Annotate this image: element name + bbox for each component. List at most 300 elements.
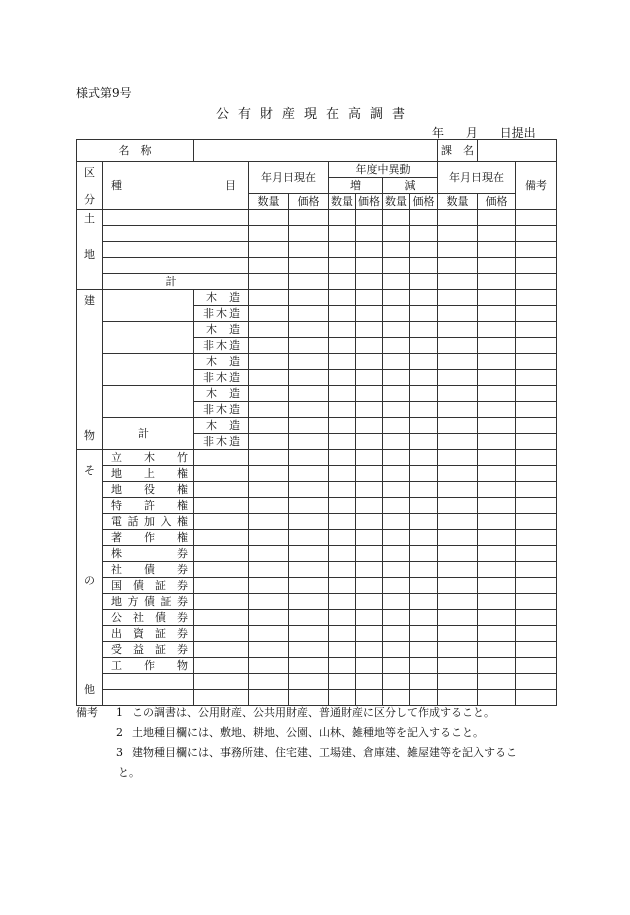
data-cell[interactable] xyxy=(356,514,383,530)
data-cell[interactable] xyxy=(383,482,410,498)
data-cell[interactable] xyxy=(383,306,410,322)
data-cell[interactable] xyxy=(383,322,410,338)
data-cell[interactable] xyxy=(356,610,383,626)
data-cell[interactable] xyxy=(329,626,356,642)
data-cell[interactable] xyxy=(478,514,516,530)
data-cell[interactable] xyxy=(383,530,410,546)
data-cell[interactable] xyxy=(478,626,516,642)
data-cell[interactable] xyxy=(516,274,557,290)
data-cell[interactable] xyxy=(289,450,329,466)
data-cell[interactable] xyxy=(438,274,478,290)
data-cell[interactable] xyxy=(289,354,329,370)
data-cell[interactable] xyxy=(383,370,410,386)
data-cell[interactable] xyxy=(329,514,356,530)
data-cell[interactable] xyxy=(516,370,557,386)
data-cell[interactable] xyxy=(438,418,478,434)
other-item-detail[interactable] xyxy=(194,546,249,562)
data-cell[interactable] xyxy=(478,306,516,322)
data-cell[interactable] xyxy=(478,338,516,354)
data-cell[interactable] xyxy=(438,450,478,466)
data-cell[interactable] xyxy=(410,674,438,690)
data-cell[interactable] xyxy=(410,258,438,274)
data-cell[interactable] xyxy=(516,418,557,434)
land-kind-cell[interactable] xyxy=(103,210,249,226)
data-cell[interactable] xyxy=(249,450,289,466)
data-cell[interactable] xyxy=(516,210,557,226)
data-cell[interactable] xyxy=(438,322,478,338)
data-cell[interactable] xyxy=(289,306,329,322)
data-cell[interactable] xyxy=(249,306,289,322)
data-cell[interactable] xyxy=(249,258,289,274)
data-cell[interactable] xyxy=(249,610,289,626)
data-cell[interactable] xyxy=(438,578,478,594)
data-cell[interactable] xyxy=(516,226,557,242)
data-cell[interactable] xyxy=(438,642,478,658)
data-cell[interactable] xyxy=(356,674,383,690)
data-cell[interactable] xyxy=(289,642,329,658)
data-cell[interactable] xyxy=(410,578,438,594)
data-cell[interactable] xyxy=(329,466,356,482)
data-cell[interactable] xyxy=(438,530,478,546)
data-cell[interactable] xyxy=(438,498,478,514)
data-cell[interactable] xyxy=(356,354,383,370)
data-cell[interactable] xyxy=(249,370,289,386)
data-cell[interactable] xyxy=(329,562,356,578)
data-cell[interactable] xyxy=(516,290,557,306)
data-cell[interactable] xyxy=(356,562,383,578)
data-cell[interactable] xyxy=(478,498,516,514)
data-cell[interactable] xyxy=(516,466,557,482)
data-cell[interactable] xyxy=(438,546,478,562)
data-cell[interactable] xyxy=(289,274,329,290)
data-cell[interactable] xyxy=(438,658,478,674)
data-cell[interactable] xyxy=(356,322,383,338)
data-cell[interactable] xyxy=(478,610,516,626)
data-cell[interactable] xyxy=(329,658,356,674)
data-cell[interactable] xyxy=(410,434,438,450)
data-cell[interactable] xyxy=(410,658,438,674)
data-cell[interactable] xyxy=(478,578,516,594)
data-cell[interactable] xyxy=(289,434,329,450)
data-cell[interactable] xyxy=(249,418,289,434)
data-cell[interactable] xyxy=(516,546,557,562)
data-cell[interactable] xyxy=(410,466,438,482)
data-cell[interactable] xyxy=(438,562,478,578)
data-cell[interactable] xyxy=(249,514,289,530)
data-cell[interactable] xyxy=(516,322,557,338)
other-item-detail[interactable] xyxy=(194,514,249,530)
data-cell[interactable] xyxy=(516,258,557,274)
data-cell[interactable] xyxy=(329,354,356,370)
data-cell[interactable] xyxy=(516,530,557,546)
data-cell[interactable] xyxy=(410,338,438,354)
data-cell[interactable] xyxy=(329,226,356,242)
data-cell[interactable] xyxy=(438,514,478,530)
data-cell[interactable] xyxy=(516,674,557,690)
building-kind-cell[interactable] xyxy=(103,322,194,354)
data-cell[interactable] xyxy=(249,210,289,226)
data-cell[interactable] xyxy=(356,626,383,642)
data-cell[interactable] xyxy=(410,594,438,610)
data-cell[interactable] xyxy=(478,226,516,242)
data-cell[interactable] xyxy=(356,450,383,466)
data-cell[interactable] xyxy=(516,594,557,610)
data-cell[interactable] xyxy=(410,626,438,642)
data-cell[interactable] xyxy=(289,610,329,626)
data-cell[interactable] xyxy=(516,498,557,514)
data-cell[interactable] xyxy=(289,210,329,226)
data-cell[interactable] xyxy=(478,370,516,386)
data-cell[interactable] xyxy=(249,594,289,610)
data-cell[interactable] xyxy=(438,338,478,354)
data-cell[interactable] xyxy=(516,242,557,258)
data-cell[interactable] xyxy=(410,562,438,578)
data-cell[interactable] xyxy=(410,530,438,546)
data-cell[interactable] xyxy=(329,418,356,434)
data-cell[interactable] xyxy=(383,258,410,274)
other-item-detail[interactable] xyxy=(194,594,249,610)
data-cell[interactable] xyxy=(478,418,516,434)
data-cell[interactable] xyxy=(383,210,410,226)
data-cell[interactable] xyxy=(478,354,516,370)
data-cell[interactable] xyxy=(383,226,410,242)
data-cell[interactable] xyxy=(478,258,516,274)
data-cell[interactable] xyxy=(516,338,557,354)
data-cell[interactable] xyxy=(289,386,329,402)
data-cell[interactable] xyxy=(356,338,383,354)
data-cell[interactable] xyxy=(289,290,329,306)
data-cell[interactable] xyxy=(249,242,289,258)
data-cell[interactable] xyxy=(383,450,410,466)
data-cell[interactable] xyxy=(289,530,329,546)
data-cell[interactable] xyxy=(329,610,356,626)
data-cell[interactable] xyxy=(478,322,516,338)
data-cell[interactable] xyxy=(329,594,356,610)
data-cell[interactable] xyxy=(478,386,516,402)
data-cell[interactable] xyxy=(383,466,410,482)
data-cell[interactable] xyxy=(329,546,356,562)
data-cell[interactable] xyxy=(410,418,438,434)
data-cell[interactable] xyxy=(438,674,478,690)
data-cell[interactable] xyxy=(410,402,438,418)
data-cell[interactable] xyxy=(438,210,478,226)
data-cell[interactable] xyxy=(289,658,329,674)
data-cell[interactable] xyxy=(356,210,383,226)
data-cell[interactable] xyxy=(249,322,289,338)
data-cell[interactable] xyxy=(516,610,557,626)
data-cell[interactable] xyxy=(438,610,478,626)
data-cell[interactable] xyxy=(410,290,438,306)
data-cell[interactable] xyxy=(356,434,383,450)
data-cell[interactable] xyxy=(329,642,356,658)
data-cell[interactable] xyxy=(356,466,383,482)
data-cell[interactable] xyxy=(356,386,383,402)
data-cell[interactable] xyxy=(289,562,329,578)
data-cell[interactable] xyxy=(249,642,289,658)
data-cell[interactable] xyxy=(249,290,289,306)
data-cell[interactable] xyxy=(289,418,329,434)
data-cell[interactable] xyxy=(438,594,478,610)
data-cell[interactable] xyxy=(383,642,410,658)
other-item-detail[interactable] xyxy=(194,674,249,690)
other-item-detail[interactable] xyxy=(194,626,249,642)
data-cell[interactable] xyxy=(356,578,383,594)
data-cell[interactable] xyxy=(289,370,329,386)
data-cell[interactable] xyxy=(356,418,383,434)
data-cell[interactable] xyxy=(249,578,289,594)
land-kind-cell[interactable] xyxy=(103,226,249,242)
data-cell[interactable] xyxy=(383,242,410,258)
data-cell[interactable] xyxy=(249,402,289,418)
data-cell[interactable] xyxy=(410,370,438,386)
data-cell[interactable] xyxy=(329,210,356,226)
data-cell[interactable] xyxy=(438,434,478,450)
data-cell[interactable] xyxy=(356,226,383,242)
data-cell[interactable] xyxy=(383,290,410,306)
data-cell[interactable] xyxy=(249,274,289,290)
data-cell[interactable] xyxy=(249,466,289,482)
land-kind-cell[interactable] xyxy=(103,258,249,274)
data-cell[interactable] xyxy=(383,402,410,418)
other-item-label[interactable] xyxy=(103,674,194,690)
data-cell[interactable] xyxy=(438,306,478,322)
increase-header: 増 xyxy=(329,178,383,194)
data-cell[interactable] xyxy=(329,290,356,306)
data-cell[interactable] xyxy=(249,530,289,546)
data-cell[interactable] xyxy=(410,642,438,658)
data-cell[interactable] xyxy=(289,226,329,242)
data-cell[interactable] xyxy=(356,642,383,658)
data-cell[interactable] xyxy=(383,514,410,530)
data-cell[interactable] xyxy=(478,290,516,306)
data-cell[interactable] xyxy=(329,434,356,450)
data-cell[interactable] xyxy=(383,434,410,450)
data-cell[interactable] xyxy=(289,466,329,482)
building-kind-cell[interactable] xyxy=(103,354,194,386)
data-cell[interactable] xyxy=(383,594,410,610)
data-cell[interactable] xyxy=(478,546,516,562)
other-item-detail[interactable] xyxy=(194,498,249,514)
data-cell[interactable] xyxy=(289,674,329,690)
data-cell[interactable] xyxy=(410,450,438,466)
data-cell[interactable] xyxy=(410,274,438,290)
data-cell[interactable] xyxy=(329,482,356,498)
data-cell[interactable] xyxy=(329,242,356,258)
data-cell[interactable] xyxy=(383,658,410,674)
data-cell[interactable] xyxy=(478,642,516,658)
building-kind-cell[interactable] xyxy=(103,290,194,322)
data-cell[interactable] xyxy=(410,482,438,498)
data-cell[interactable] xyxy=(249,562,289,578)
data-cell[interactable] xyxy=(438,466,478,482)
data-cell[interactable] xyxy=(478,594,516,610)
data-cell[interactable] xyxy=(289,578,329,594)
other-item-label: 著 作 権 xyxy=(103,530,194,546)
data-cell[interactable] xyxy=(383,626,410,642)
data-cell[interactable] xyxy=(410,322,438,338)
data-cell[interactable] xyxy=(410,610,438,626)
data-cell[interactable] xyxy=(478,482,516,498)
data-cell[interactable] xyxy=(356,242,383,258)
data-cell[interactable] xyxy=(516,482,557,498)
other-item-detail[interactable] xyxy=(194,658,249,674)
other-item-detail[interactable] xyxy=(194,562,249,578)
data-cell[interactable] xyxy=(356,658,383,674)
data-cell[interactable] xyxy=(410,498,438,514)
data-cell[interactable] xyxy=(249,546,289,562)
data-cell[interactable] xyxy=(410,306,438,322)
data-cell[interactable] xyxy=(289,626,329,642)
data-cell[interactable] xyxy=(516,386,557,402)
section-value-cell[interactable] xyxy=(478,140,557,162)
data-cell[interactable] xyxy=(289,258,329,274)
data-cell[interactable] xyxy=(383,578,410,594)
data-cell[interactable] xyxy=(356,258,383,274)
land-kind-cell[interactable] xyxy=(103,242,249,258)
data-cell[interactable] xyxy=(329,322,356,338)
data-cell[interactable] xyxy=(356,290,383,306)
other-item-detail[interactable] xyxy=(194,450,249,466)
data-cell[interactable] xyxy=(438,354,478,370)
change-during-year-header: 年度中異動 xyxy=(329,162,438,178)
data-cell[interactable] xyxy=(478,210,516,226)
data-cell[interactable] xyxy=(329,498,356,514)
data-cell[interactable] xyxy=(356,402,383,418)
data-cell[interactable] xyxy=(383,386,410,402)
data-cell[interactable] xyxy=(329,338,356,354)
data-cell[interactable] xyxy=(516,578,557,594)
data-cell[interactable] xyxy=(289,338,329,354)
data-cell[interactable] xyxy=(478,674,516,690)
data-cell[interactable] xyxy=(356,482,383,498)
data-cell[interactable] xyxy=(329,402,356,418)
data-cell[interactable] xyxy=(329,530,356,546)
data-cell[interactable] xyxy=(356,594,383,610)
data-cell[interactable] xyxy=(249,226,289,242)
data-cell[interactable] xyxy=(249,338,289,354)
data-cell[interactable] xyxy=(410,386,438,402)
other-item-detail[interactable] xyxy=(194,530,249,546)
data-cell[interactable] xyxy=(383,546,410,562)
data-cell[interactable] xyxy=(329,386,356,402)
data-cell[interactable] xyxy=(438,402,478,418)
building-category-label: 建 物 xyxy=(77,290,103,450)
data-cell[interactable] xyxy=(329,306,356,322)
data-cell[interactable] xyxy=(289,482,329,498)
other-item-detail[interactable] xyxy=(194,578,249,594)
data-cell[interactable] xyxy=(438,258,478,274)
data-cell[interactable] xyxy=(356,274,383,290)
data-cell[interactable] xyxy=(289,242,329,258)
data-cell[interactable] xyxy=(438,626,478,642)
data-cell[interactable] xyxy=(438,370,478,386)
data-cell[interactable] xyxy=(383,354,410,370)
data-cell[interactable] xyxy=(249,482,289,498)
data-cell[interactable] xyxy=(289,514,329,530)
data-cell[interactable] xyxy=(383,610,410,626)
data-cell[interactable] xyxy=(478,466,516,482)
data-cell[interactable] xyxy=(516,626,557,642)
data-cell[interactable] xyxy=(410,226,438,242)
data-cell[interactable] xyxy=(289,546,329,562)
data-cell[interactable] xyxy=(410,210,438,226)
data-cell[interactable] xyxy=(516,658,557,674)
data-cell[interactable] xyxy=(329,450,356,466)
data-cell[interactable] xyxy=(516,562,557,578)
data-cell[interactable] xyxy=(478,658,516,674)
other-item-detail[interactable] xyxy=(194,466,249,482)
data-cell[interactable] xyxy=(249,626,289,642)
data-cell[interactable] xyxy=(383,674,410,690)
data-cell[interactable] xyxy=(478,450,516,466)
data-cell[interactable] xyxy=(289,322,329,338)
data-cell[interactable] xyxy=(356,498,383,514)
data-cell[interactable] xyxy=(478,434,516,450)
data-cell[interactable] xyxy=(438,386,478,402)
data-cell[interactable] xyxy=(516,434,557,450)
data-cell[interactable] xyxy=(249,434,289,450)
data-cell[interactable] xyxy=(516,450,557,466)
data-cell[interactable] xyxy=(356,370,383,386)
data-cell[interactable] xyxy=(329,370,356,386)
data-cell[interactable] xyxy=(329,258,356,274)
name-value-cell[interactable] xyxy=(194,140,438,162)
data-cell[interactable] xyxy=(410,242,438,258)
data-cell[interactable] xyxy=(438,242,478,258)
data-cell[interactable] xyxy=(289,498,329,514)
data-cell[interactable] xyxy=(516,354,557,370)
data-cell[interactable] xyxy=(438,290,478,306)
data-cell[interactable] xyxy=(249,354,289,370)
data-cell[interactable] xyxy=(356,306,383,322)
data-cell[interactable] xyxy=(478,402,516,418)
data-cell[interactable] xyxy=(356,530,383,546)
data-cell[interactable] xyxy=(516,514,557,530)
data-cell[interactable] xyxy=(410,514,438,530)
other-item-detail[interactable] xyxy=(194,482,249,498)
data-cell[interactable] xyxy=(356,546,383,562)
data-cell[interactable] xyxy=(289,402,329,418)
data-cell[interactable] xyxy=(289,594,329,610)
data-cell[interactable] xyxy=(410,354,438,370)
data-cell[interactable] xyxy=(383,562,410,578)
data-cell[interactable] xyxy=(478,530,516,546)
data-cell[interactable] xyxy=(438,226,478,242)
data-cell[interactable] xyxy=(478,562,516,578)
data-cell[interactable] xyxy=(478,274,516,290)
data-cell[interactable] xyxy=(478,242,516,258)
other-item-detail[interactable] xyxy=(194,610,249,626)
data-cell[interactable] xyxy=(383,498,410,514)
data-cell[interactable] xyxy=(438,482,478,498)
data-cell[interactable] xyxy=(516,402,557,418)
data-cell[interactable] xyxy=(249,386,289,402)
data-cell[interactable] xyxy=(383,274,410,290)
data-cell[interactable] xyxy=(249,498,289,514)
other-item-detail[interactable] xyxy=(194,642,249,658)
data-cell[interactable] xyxy=(329,274,356,290)
data-cell[interactable] xyxy=(249,674,289,690)
data-cell[interactable] xyxy=(383,338,410,354)
data-cell[interactable] xyxy=(249,658,289,674)
data-cell[interactable] xyxy=(329,578,356,594)
data-cell[interactable] xyxy=(516,306,557,322)
data-cell[interactable] xyxy=(383,418,410,434)
data-cell[interactable] xyxy=(410,546,438,562)
data-cell[interactable] xyxy=(516,642,557,658)
building-kind-cell[interactable] xyxy=(103,386,194,418)
data-cell[interactable] xyxy=(329,674,356,690)
